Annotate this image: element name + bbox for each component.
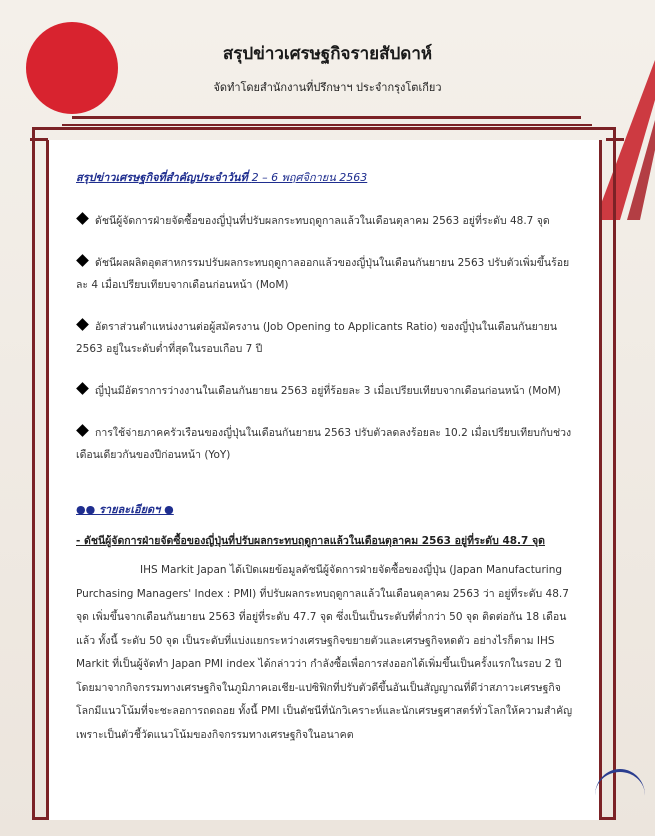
summary-item [76,422,576,466]
summary-heading-label: สรุปข่าวเศรษฐกิจที่สำคัญประจำวันที่ [76,171,248,184]
japan-sun-circle [26,22,118,114]
summary-item [76,316,576,360]
page-title: สรุปข่าวเศรษฐกิจรายสัปดาห์ [222,44,433,64]
summary-item [76,252,576,296]
details-subheading: - ดัชนีผู้จัดการฝ่ายจัดซื้อของญี่ปุ่นที่ปรับผลกระทบฤดูกาลแล้วในเดือนตุลาคม 2563 อยู่ที่ระดับ 48.7 จุด [76,535,545,547]
frame-corner-tick [606,138,624,141]
diamond-bullet-icon [76,318,89,331]
summary-item-text: ดัชนีผลผลิตอุตสาหกรรมปรับผลกระทบฤดูกาลออกแล้วของญี่ปุ่นในเดือนกันยายน 2563 ปรับตัวเพิ่มขึ้นร้อยละ 4 เมื่อเปรียบเทียบจากเดือนก่อนหน้า (MoM) [76,257,570,291]
frame-top-border-inner [62,124,592,126]
diamond-bullet-icon [76,254,89,267]
summary-heading [76,168,576,186]
summary-item-text: ดัชนีผู้จัดการฝ่ายจัดซื้อของญี่ปุ่นที่ปรับผลกระทบฤดูกาลแล้วในเดือนตุลาคม 2563 อยู่ที่ระดับ 48.7 จุด [95,215,550,227]
summary-item [76,210,576,232]
page-subtitle: จัดทำโดยสำนักงานที่ปรึกษาฯ ประจำกรุงโตเกียว [213,81,442,94]
diamond-bullet-icon [76,212,89,225]
details-body: IHS Markit Japan ได้เปิดเผยข้อมูลดัชนีผู้จัดการฝ่ายจัดซื้อของญี่ปุ่น (Japan Manufacturing Purchasing Managers' Index : PMI) ที่ปรับผลกระทบฤดูกาลแล้วในเดือนตุลาคม 2563 ว่า อยู่ที่ระดับ 48.7 จุด เพิ่มขึ้นจากเดือนกันยายน 2563 ที่อยู่ที่ระดับ 47.7 จุด ซึ่งเป็นเป็นระดับที่ต่ำกว่า 50 จุด ติดต่อกัน 18 เดือนแล้ว ทั้งนี้ ระดับ 50 จุด เป็นระดับที่แบ่งแยกระหว่างเศรษฐกิจขยายตัวและเศรษฐกิจหดตัว อย่างไรก็ตาม IHS Markit ที่เป็นผู้จัดทำ Japan PMI index ได้กล่าวว่า กำลังซื้อเพื่อการส่งออกได้เพิ่มขึ้นเป็นครั้งแรกในรอบ 2 ปี โดยมาจากกิจกรรมทางเศรษฐกิจในภูมิภาคเอเชีย-แปซิฟิกที่ปรับตัวดีขึ้นอันเป็นสัญญาณที่ดีว่าสภาวะเศรษฐกิจโลกมีแนวโน้มที่จะชะลอการถดถอย ทั้งนี้ PMI เป็นดัชนีที่นักวิเคราะห์และนักเศรษฐศาสตร์ทั่วโลกให้ความสำคัญเพราะเป็นตัวชี้วัดแนวโน้มของกิจกรรมทางเศรษฐกิจในอนาคต [76,564,573,741]
summary-item-text: ญี่ปุ่นมีอัตราการว่างงานในเดือนกันยายน 2563 อยู่ที่ร้อยละ 3 เมื่อเปรียบเทียบจากเดือนก่อนหน้า (MoM) [95,385,561,397]
summary-item [76,380,576,402]
summary-item-text: การใช้จ่ายภาคครัวเรือนของญี่ปุ่นในเดือนกันยายน 2563 ปรับตัวลดลงร้อยละ 10.2 เมื่อเปรียบเทียบกับช่วงเดือนเดียวกันของปีก่อนหน้า (YoY) [76,427,572,461]
frame-top-border [72,116,581,119]
diamond-bullet-icon [76,382,89,395]
summary-date-range: 2 – 6 พฤศจิกายน 2563 [251,171,368,184]
main-content [76,168,576,747]
frame-corner-tick [30,138,48,141]
decorative-blue-arc [595,769,645,822]
diamond-bullet-icon [76,424,89,437]
summary-item-text: อัตราส่วนตำแหน่งงานต่อผู้สมัครงาน (Job Opening to Applicants Ratio) ของญี่ปุ่นในเดือนกันยายน 2563 อยู่ในระดับต่ำที่สุดในรอบเกือบ 7 ปี [76,321,558,355]
details-heading: ●● รายละเอียดฯ ● [76,503,174,516]
